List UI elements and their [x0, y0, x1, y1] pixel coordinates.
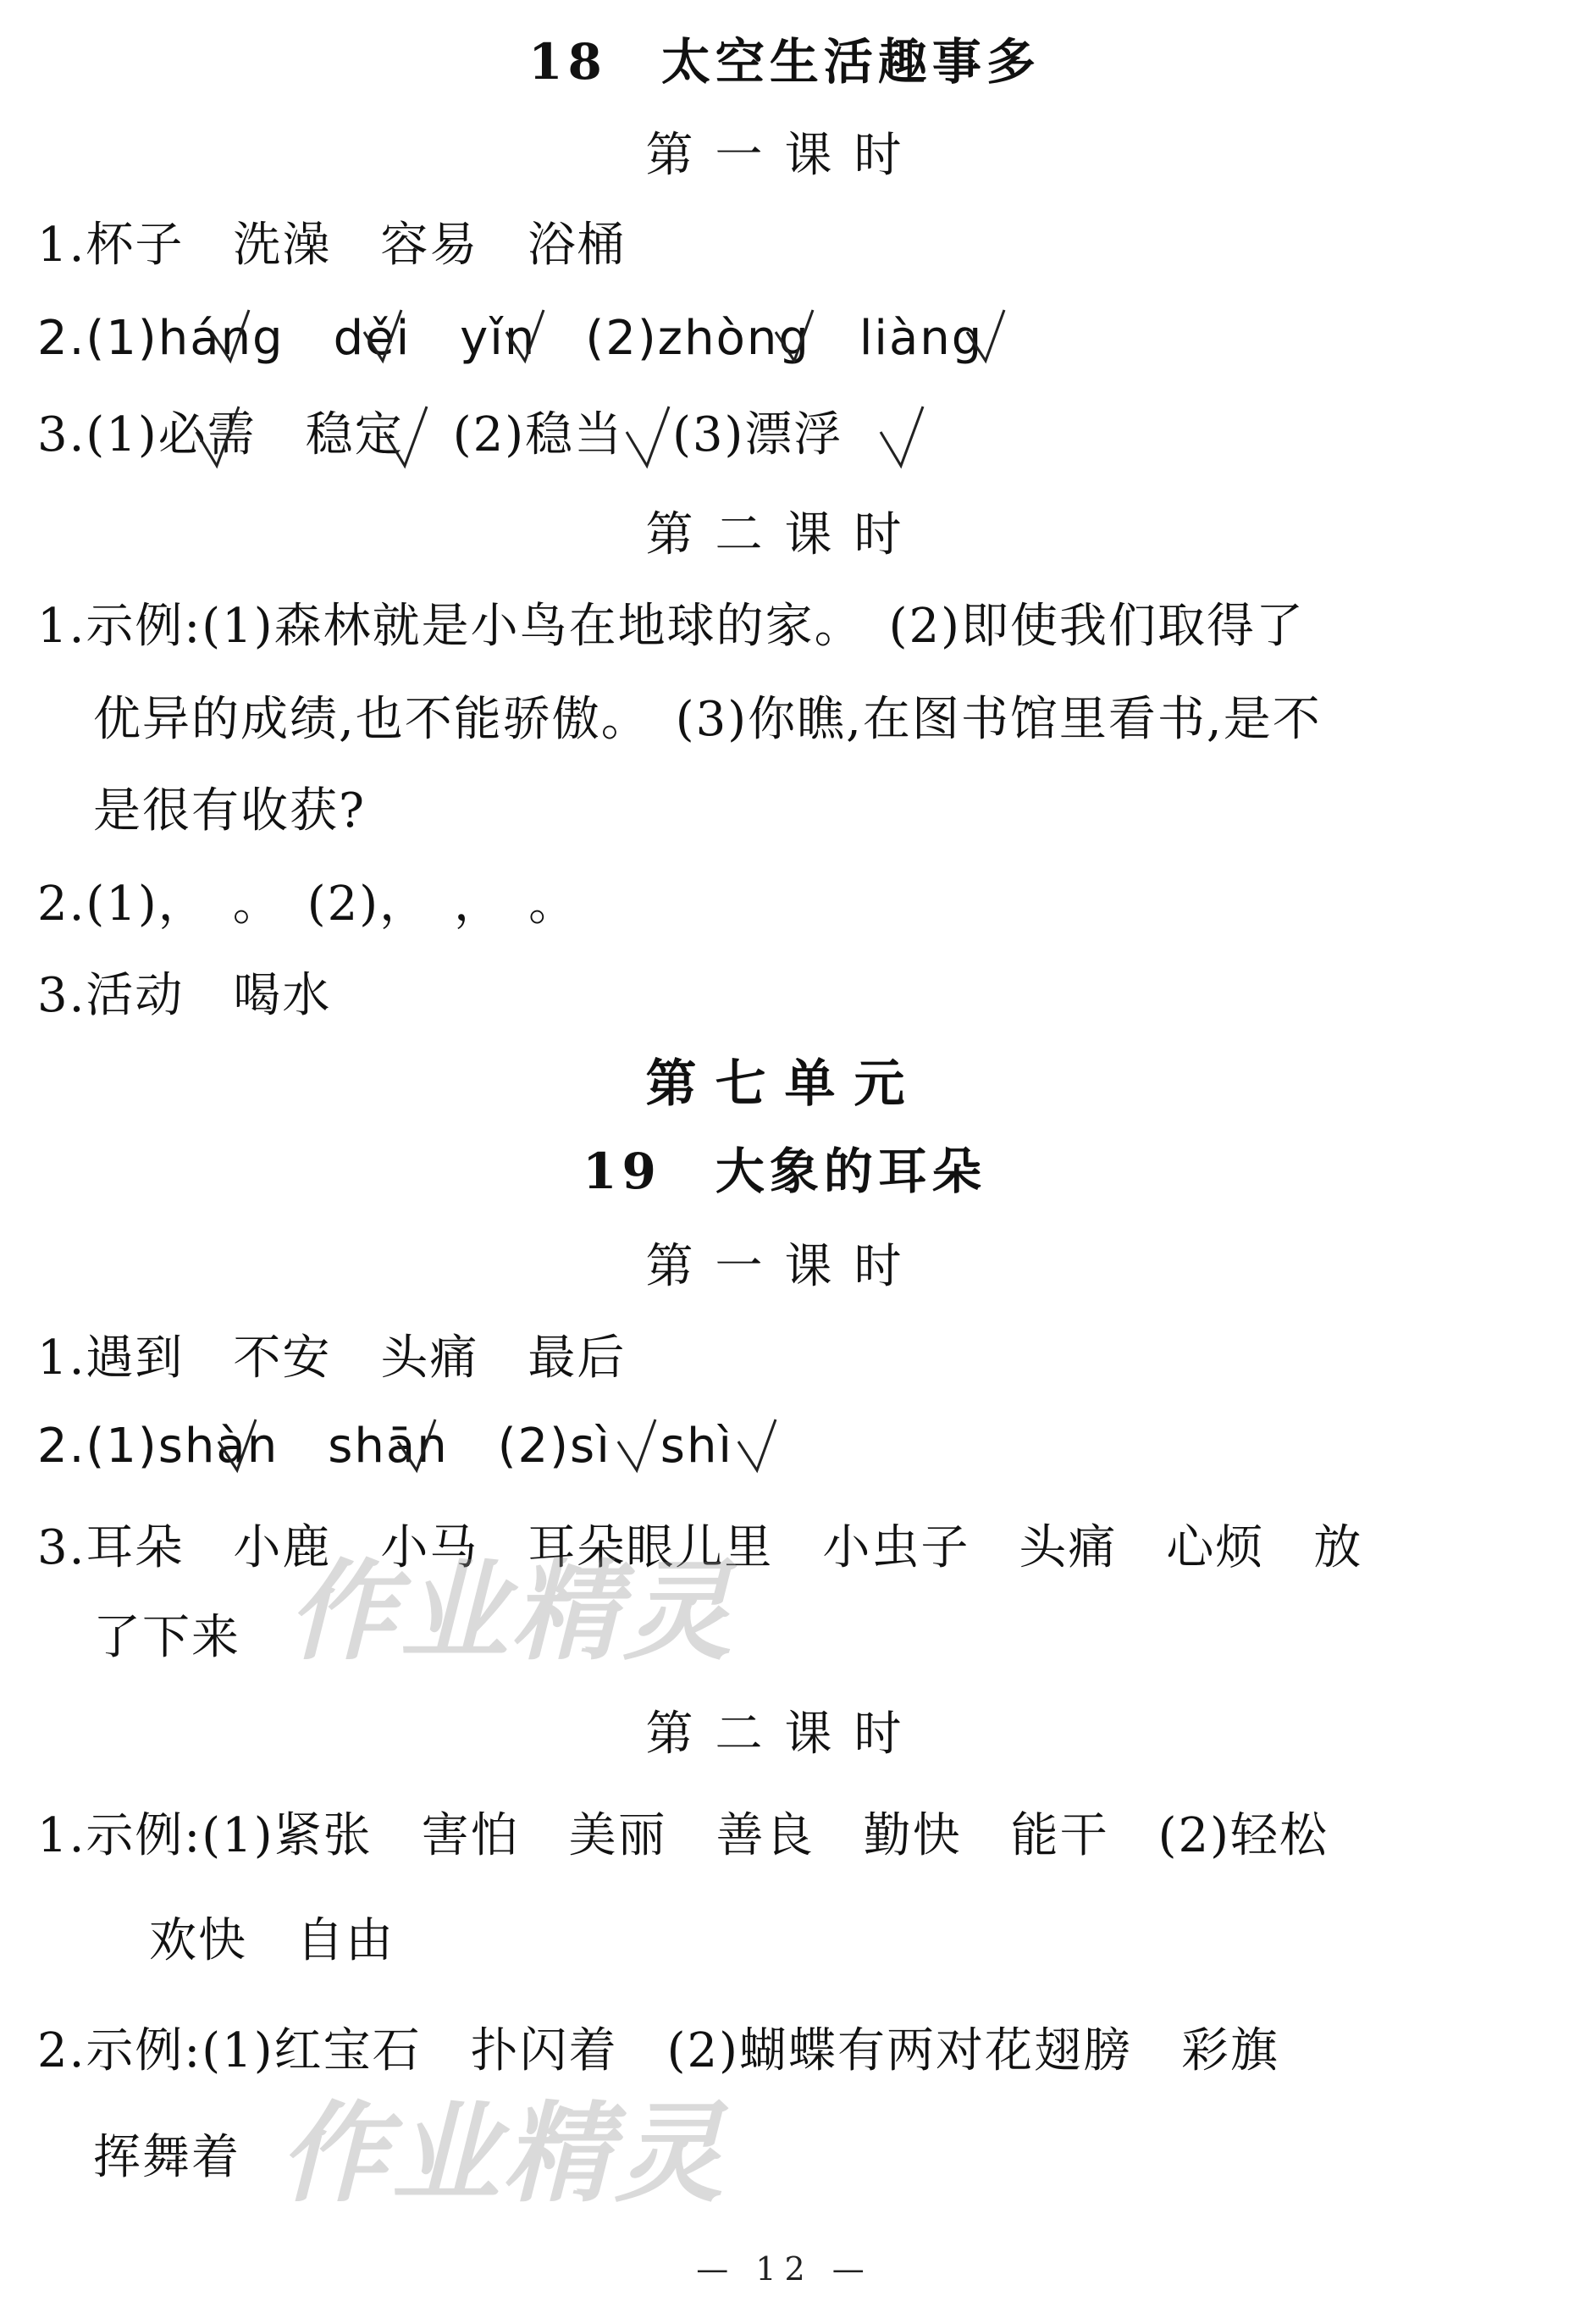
- lesson19-p2-q1-line2: 欢快 自由: [149, 1913, 395, 1968]
- watermark: 作业精灵: [279, 2091, 727, 2217]
- lesson18-period1-heading: 第一课时: [645, 128, 924, 183]
- lesson19-p2-q1-line1: 1.示例:(1)紧张 害怕 美丽 善良 勤快 能干 (2)轻松: [37, 1808, 1329, 1863]
- watermark: 作业精灵: [288, 1549, 736, 1675]
- lesson18-p1-q1: 1.杯子 洗澡 容易 浴桶: [37, 218, 627, 273]
- unit7-title: 第七单元: [645, 1054, 924, 1114]
- lesson19-p1-q3-line1: 3.耳朵 小鹿 小马 耳朵眼儿里 小虫子 头痛 心烦 放: [37, 1520, 1363, 1575]
- lesson18-title: 18 太空生活趣事多: [528, 33, 1041, 91]
- lesson19-p1-q1: 1.遇到 不安 头痛 最后: [37, 1331, 627, 1386]
- lesson18-p1-q2: 2.(1)háng děi yǐn (2)zhòng liàng: [37, 311, 984, 366]
- lesson19-p2-q2-line2: 挥舞着: [93, 2130, 240, 2185]
- lesson18-p2-q2: 2.(1)， 。 (2)， ， 。: [37, 877, 578, 932]
- lesson18-p2-q3: 3.活动 喝水: [37, 968, 332, 1023]
- lesson19-p2-q2-line1: 2.示例:(1)红宝石 扑闪着 (2)蝴蝶有两对花翅膀 彩旗: [37, 2023, 1279, 2078]
- lesson18-p2-q1-line3: 是很有收获?: [93, 783, 367, 838]
- lesson19-p1-q2: 2.(1)shàn shān (2)sì shì: [37, 1419, 733, 1474]
- lesson19-p1-q3-line2: 了下来: [93, 1610, 240, 1665]
- lesson18-p2-q1-line1: 1.示例:(1)森林就是小鸟在地球的家。 (2)即使我们取得了: [37, 599, 1305, 654]
- lesson19-period1-heading: 第一课时: [645, 1239, 924, 1294]
- lesson18-p2-q1-line2: 优异的成绩,也不能骄傲。 (3)你瞧,在图书馆里看书,是不: [93, 692, 1322, 747]
- lesson19-period2-heading: 第二课时: [645, 1707, 924, 1762]
- lesson18-period2-heading: 第二课时: [645, 507, 924, 562]
- lesson18-p1-q3: 3.(1)必需 稳定 (2)稳当 (3)漂浮: [37, 407, 843, 462]
- lesson19-title: 19 大象的耳朵: [583, 1143, 986, 1200]
- page-number: — 12 —: [696, 2250, 873, 2288]
